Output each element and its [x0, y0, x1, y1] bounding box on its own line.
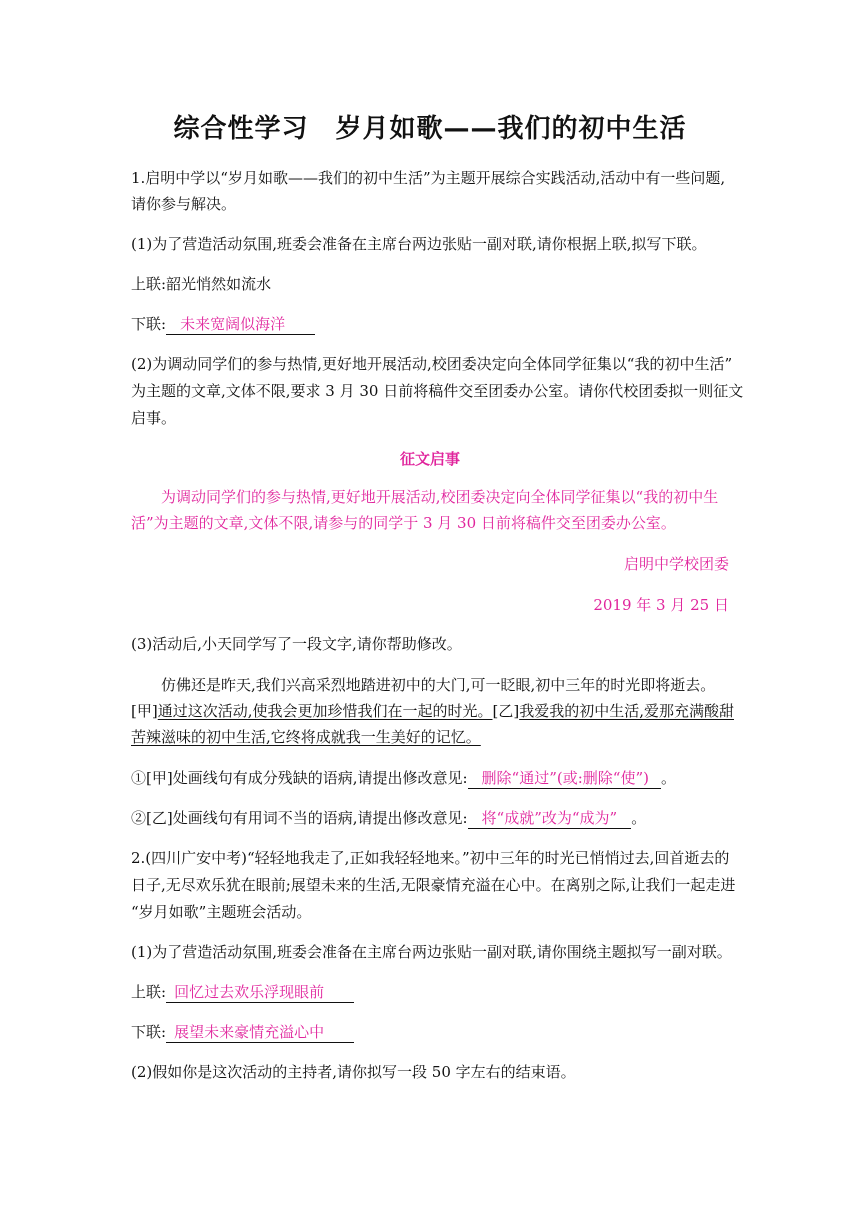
- q1-intro-line-1: 1.启明中学以“岁月如歌——我们的初中生活”为主题开展综合实践活动,活动中有一些问题,: [131, 169, 726, 187]
- q2-upper-label: 上联:: [131, 983, 167, 1001]
- q1-part2-line-1: (2)为调动同学们的参与热情,更好地开展活动,校团委决定向全体同学征集以“我的初中生活”: [131, 355, 733, 373]
- q1-sub2: [131, 808, 646, 829]
- passage-line-1: 仿佛还是昨天,我们兴高采烈地踏进初中的大门,可一眨眼,初中三年的时光即将逝去。: [161, 676, 716, 694]
- upper-couplet-label: 上联:: [131, 275, 167, 293]
- sub2-question: ②[乙]处画线句有用词不当的语病,请提出修改意见:: [131, 809, 468, 827]
- underlined-sentence-yi-part2: 苦辣滋味的初中生活,它终将成就我一生美好的记忆。: [131, 728, 481, 746]
- passage-line-2: [131, 701, 734, 721]
- sub1-question: ①[甲]处画线句有成分残缺的语病,请提出修改意见:: [131, 769, 468, 787]
- q2-lower-label: 下联:: [131, 1023, 167, 1041]
- q1-intro-line-2: 请你参与解决。: [131, 195, 237, 213]
- q2-intro-line-1: 2.(四川广安中考)“轻轻地我走了,正如我轻轻地来。”初中三年的时光已悄悄过去,回首逝去的: [131, 849, 730, 867]
- q1-part1-prompt: (1)为了营造活动氛围,班委会准备在主席台两边张贴一副对联,请你根据上联,拟写下联。: [131, 235, 707, 253]
- page-title: 综合性学习 岁月如歌——我们的初中生活: [173, 114, 687, 144]
- notice-date: 2019 年 3 月 25 日: [593, 596, 729, 614]
- q1-sub1: [131, 768, 676, 789]
- q2-part1-prompt: (1)为了营造活动氛围,班委会准备在主席台两边张贴一副对联,请你围绕主题拟写一副对联。: [131, 943, 732, 961]
- q1-upper-couplet: [131, 274, 271, 294]
- notice-body-line-2: 活”为主题的文章,文体不限,请参与的同学于 3 月 30 日前将稿件交至团委办公室。: [131, 514, 676, 532]
- notice-body-line-1: 为调动同学们的参与热情,更好地开展活动,校团委决定向全体同学征集以“我的初中生: [161, 488, 719, 506]
- q2-upper-answer: 回忆过去欢乐浮现眼前: [166, 982, 354, 1003]
- lower-couplet-label: 下联:: [131, 315, 167, 333]
- q1-part2-line-2: 为主题的文章,文体不限,要求 3 月 30 日前将稿件交至团委办公室。请你代校团委拟一则征文: [131, 382, 744, 400]
- q1-part2-line-3: 启事。: [131, 409, 177, 427]
- q1-lower-couplet: [131, 314, 315, 335]
- q1-part3-prompt: (3)活动后,小天同学写了一段文字,请你帮助修改。: [131, 635, 462, 653]
- passage-line-3: [131, 727, 481, 747]
- sub2-period: 。: [631, 809, 647, 827]
- underlined-sentence-yi-part1: 我爱我的初中生活,爱那充满酸甜: [519, 702, 734, 720]
- q2-lower-answer: 展望未来豪情充溢心中: [166, 1022, 354, 1043]
- notice-organization: 启明中学校团委: [623, 555, 729, 573]
- notice-title: 征文启事: [399, 450, 460, 468]
- marker-yi: [乙]: [492, 702, 520, 720]
- q2-intro-line-3: “岁月如歌”主题班会活动。: [131, 903, 312, 921]
- marker-jia: [甲]: [131, 702, 158, 720]
- upper-couplet-text: 韶光悄然如流水: [166, 275, 272, 293]
- sub2-answer: 将“成就”改为“成为”: [468, 808, 632, 829]
- q2-intro-line-2: 日子,无尽欢乐犹在眼前;展望未来的生活,无限豪情充溢在心中。在离别之际,让我们一起走进: [131, 876, 736, 894]
- q2-part2-prompt: (2)假如你是这次活动的主持者,请你拟写一段 50 字左右的结束语。: [131, 1063, 576, 1081]
- q2-upper-couplet: [131, 982, 354, 1003]
- sub1-answer: 删除“通过”(或:删除“使”): [468, 768, 661, 789]
- sub1-period: 。: [660, 769, 676, 787]
- underlined-sentence-jia: 通过这次活动,使我会更加珍惜我们在一起的时光。: [157, 702, 493, 720]
- q2-lower-couplet: [131, 1022, 354, 1043]
- lower-couplet-answer: 未来宽阔似海洋: [166, 314, 315, 335]
